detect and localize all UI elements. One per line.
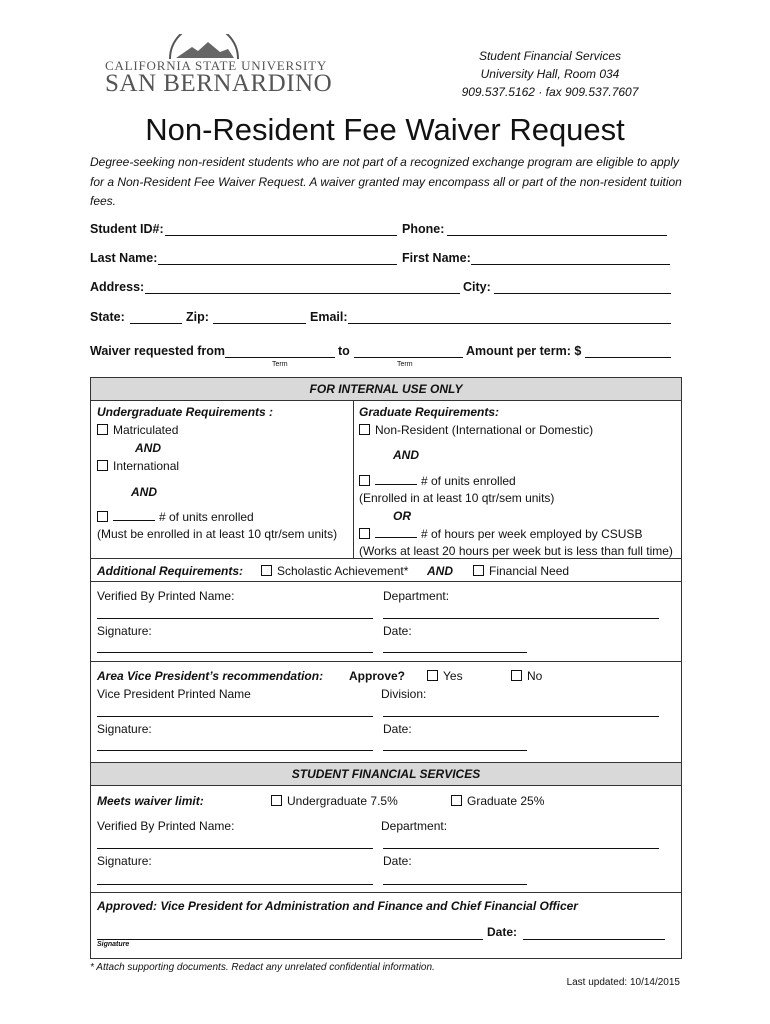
- ug-international-option[interactable]: [97, 459, 179, 473]
- term-caption-1: Term: [272, 361, 288, 368]
- city-field[interactable]: [494, 293, 671, 294]
- email-field[interactable]: [348, 323, 671, 324]
- ug-matriculated-label: Matriculated: [113, 423, 179, 437]
- approve-yes-checkbox[interactable]: [427, 670, 438, 681]
- first-name-field[interactable]: [471, 264, 670, 265]
- and-label-4: AND: [427, 564, 453, 578]
- divider: [91, 892, 681, 893]
- state-field[interactable]: [130, 323, 182, 324]
- student-id-field[interactable]: [165, 235, 397, 236]
- gr-hours-blank[interactable]: [375, 537, 417, 538]
- contact-office: Student Financial Services: [478, 49, 622, 63]
- city-label: City:: [463, 280, 491, 294]
- contact-block: [440, 47, 660, 101]
- ug-units-note: (Must be enrolled in at least 10 qtr/sem units): [97, 527, 338, 541]
- date-field-1[interactable]: [383, 652, 527, 653]
- divider: [91, 558, 681, 559]
- ug-limit-option[interactable]: [271, 794, 398, 808]
- avp-recommendation-label: Area Vice President’s recommendation:: [97, 669, 324, 683]
- date-label-1: Date:: [383, 624, 412, 638]
- financial-need-label: Financial Need: [489, 564, 570, 578]
- financial-need-checkbox[interactable]: [473, 565, 484, 576]
- waiver-from-label: Waiver requested from: [90, 344, 225, 358]
- approve-yes-option[interactable]: [427, 669, 463, 683]
- gr-hours-label: # of hours per week employed by CSUSB: [421, 527, 643, 541]
- sfs-department-label: Department:: [381, 819, 448, 833]
- address-label: Address:: [90, 280, 145, 294]
- gr-units-note: (Enrolled in at least 10 qtr/sem units): [359, 491, 555, 505]
- footer-note: * Attach supporting documents. Redact any unrelated confidential information.: [90, 962, 435, 973]
- term-caption-2: Term: [397, 361, 413, 368]
- gr-nonresident-option[interactable]: [359, 423, 593, 437]
- sfs-date-label: Date:: [383, 854, 412, 868]
- first-name-label: First Name:: [402, 251, 471, 265]
- date-label-2: Date:: [383, 722, 412, 736]
- sfs-signature-label: Signature:: [97, 854, 152, 868]
- ug-requirements-heading: Undergraduate Requirements :: [97, 405, 274, 419]
- page-title: Non-Resident Fee Waiver Request: [145, 112, 625, 147]
- gr-units-option[interactable]: [359, 474, 516, 488]
- zip-label: Zip:: [186, 310, 209, 324]
- state-label: State:: [90, 310, 125, 324]
- final-approval-label: Approved: Vice President for Administration and Finance and Chief Financial Officer: [97, 899, 578, 913]
- verified-by-label-1: Verified By Printed Name:: [97, 589, 235, 603]
- meets-waiver-limit-label: Meets waiver limit:: [97, 794, 204, 808]
- vp-name-label: Vice President Printed Name: [97, 687, 251, 701]
- gr-hours-option[interactable]: [359, 527, 642, 541]
- ug-international-checkbox[interactable]: [97, 460, 108, 471]
- ug-units-checkbox[interactable]: [97, 511, 108, 522]
- ug-international-label: International: [113, 459, 180, 473]
- scholastic-label: Scholastic Achievement*: [277, 564, 409, 578]
- gr-nonresident-checkbox[interactable]: [359, 424, 370, 435]
- and-label-2: AND: [131, 485, 157, 499]
- final-date-field[interactable]: [523, 939, 665, 940]
- student-id-label: Student ID#:: [90, 222, 164, 236]
- signature-field-1[interactable]: [97, 652, 373, 653]
- ug-limit-checkbox[interactable]: [271, 795, 282, 806]
- financial-need-option[interactable]: [473, 564, 569, 578]
- date-field-2[interactable]: [383, 750, 527, 751]
- phone-label: Phone:: [402, 222, 445, 236]
- last-name-label: Last Name:: [90, 251, 158, 265]
- university-logo-line2: SAN BERNARDINO: [105, 70, 333, 97]
- email-label: Email:: [310, 310, 348, 324]
- gr-limit-checkbox[interactable]: [451, 795, 462, 806]
- final-date-label: Date:: [487, 925, 518, 939]
- amount-label: Amount per term: $: [466, 344, 582, 358]
- gr-units-blank[interactable]: [375, 484, 417, 485]
- waiver-from-field[interactable]: [225, 357, 335, 358]
- approve-label: Approve?: [349, 669, 406, 683]
- mountain-logo-icon: [168, 34, 240, 60]
- contact-room: University Hall, Room 034: [480, 67, 620, 81]
- amount-field[interactable]: [585, 357, 671, 358]
- gr-units-checkbox[interactable]: [359, 475, 370, 486]
- verified-by-field-1[interactable]: [97, 618, 373, 619]
- address-field[interactable]: [145, 293, 460, 294]
- gr-hours-note: (Works at least 20 hours per week but is less than full time): [359, 544, 673, 558]
- approve-yes-label: Yes: [443, 669, 463, 683]
- approve-no-option[interactable]: [511, 669, 542, 683]
- sfs-department-field[interactable]: [383, 848, 659, 849]
- gr-limit-option[interactable]: [451, 794, 544, 808]
- or-label: OR: [393, 509, 411, 523]
- and-label-3: AND: [393, 448, 419, 462]
- last-updated: Last updated: 10/14/2015: [566, 977, 680, 988]
- ug-units-option[interactable]: [97, 510, 254, 524]
- requirements-divider: [353, 400, 354, 558]
- waiver-to-label: to: [338, 344, 350, 358]
- scholastic-option[interactable]: [261, 564, 408, 578]
- contact-phone: 909.537.5162 · fax 909.537.7607: [461, 85, 639, 99]
- ug-units-blank[interactable]: [113, 520, 155, 521]
- gr-requirements-heading: Graduate Requirements:: [359, 405, 500, 419]
- gr-limit-label: Graduate 25%: [467, 794, 545, 808]
- divider: [91, 581, 681, 582]
- vp-name-field[interactable]: [97, 716, 373, 717]
- scholastic-checkbox[interactable]: [261, 565, 272, 576]
- sfs-signature-field[interactable]: [97, 884, 373, 885]
- sfs-verified-by-label: Verified By Printed Name:: [97, 819, 235, 833]
- division-field[interactable]: [383, 716, 659, 717]
- signature-label-1: Signature:: [97, 624, 152, 638]
- internal-use-heading: FOR INTERNAL USE ONLY: [91, 378, 681, 401]
- gr-hours-checkbox[interactable]: [359, 528, 370, 539]
- and-label-1: AND: [135, 441, 161, 455]
- final-signature-caption: Signature: [97, 941, 130, 948]
- department-field-1[interactable]: [383, 618, 659, 619]
- ug-limit-label: Undergraduate 7.5%: [287, 794, 398, 808]
- last-name-field[interactable]: [158, 264, 397, 265]
- approve-no-checkbox[interactable]: [511, 670, 522, 681]
- signature-label-2: Signature:: [97, 722, 152, 736]
- department-label-1: Department:: [383, 589, 450, 603]
- divider: [91, 661, 681, 662]
- division-label: Division:: [381, 687, 427, 701]
- sfs-date-field[interactable]: [383, 884, 527, 885]
- phone-field[interactable]: [447, 235, 667, 236]
- sfs-heading: STUDENT FINANCIAL SERVICES: [91, 762, 681, 786]
- internal-use-box: [90, 377, 682, 959]
- gr-nonresident-label: Non-Resident (International or Domestic): [375, 423, 594, 437]
- approve-no-label: No: [527, 669, 543, 683]
- ug-units-label: # of units enrolled: [159, 510, 254, 524]
- final-signature-field[interactable]: [97, 939, 483, 940]
- gr-units-label: # of units enrolled: [421, 474, 516, 488]
- waiver-to-field[interactable]: [354, 357, 463, 358]
- zip-field[interactable]: [213, 323, 306, 324]
- intro-text: Degree-seeking non-resident students who are not part of a recognized exchange program are eligible to apply for a Non-Resident Fee Waiver Request. A waiver granted may encompass all or part of the non-resident tuition fees.: [90, 155, 682, 208]
- signature-field-2[interactable]: [97, 750, 373, 751]
- ug-matriculated-option[interactable]: [97, 423, 178, 437]
- university-logo-line1: CALIFORNIA STATE UNIVERSITY: [105, 58, 328, 73]
- additional-requirements-label: Additional Requirements:: [97, 564, 244, 578]
- sfs-verified-by-field[interactable]: [97, 848, 373, 849]
- ug-matriculated-checkbox[interactable]: [97, 424, 108, 435]
